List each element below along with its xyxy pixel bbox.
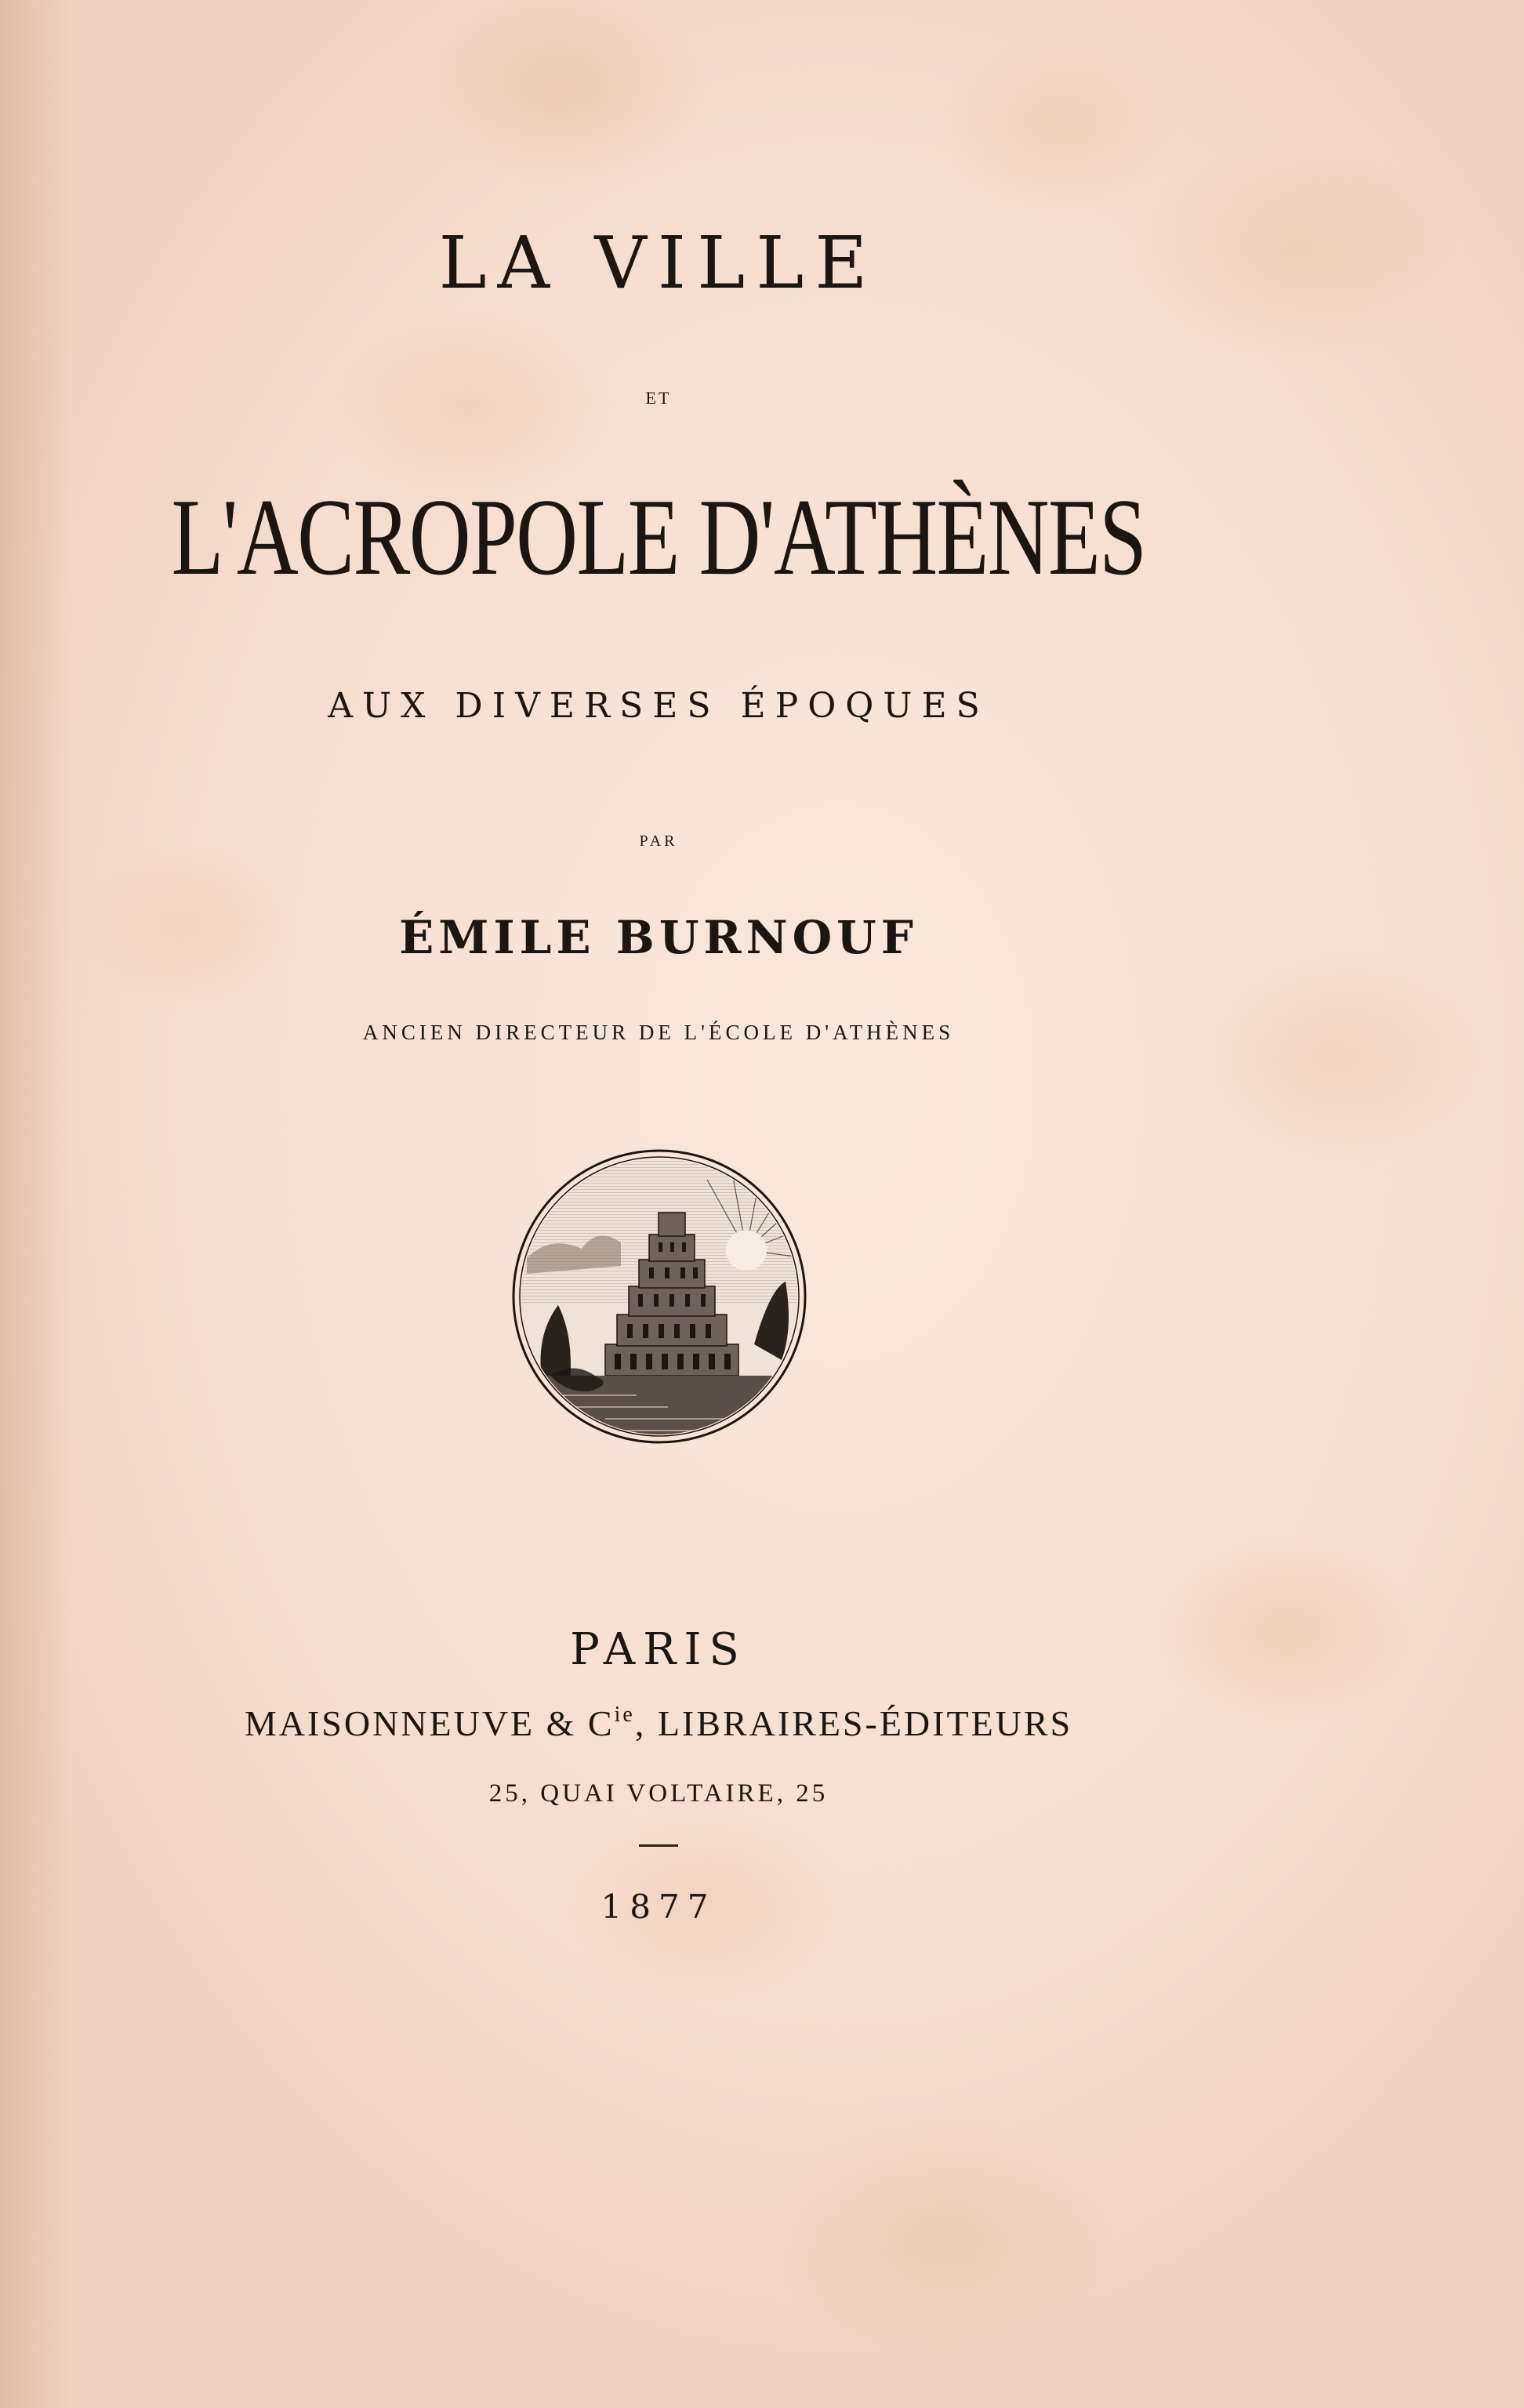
publisher-suffix: , LIBRAIRES-ÉDITEURS — [634, 1703, 1073, 1743]
publication-city: PARIS — [570, 1624, 747, 1675]
author-role: ANCIEN DIRECTEUR DE L'ÉCOLE D'ATHÈNES — [362, 1021, 955, 1044]
publisher-address: 25, QUAI VOLTAIRE, 25 — [488, 1779, 829, 1808]
title-line-la-ville: LA VILLE — [438, 221, 879, 305]
tower-of-babel-engraving-icon — [511, 1148, 807, 1445]
subtitle: AUX DIVERSES ÉPOQUES — [328, 686, 989, 726]
author-name: ÉMILE BURNOUF — [399, 911, 918, 964]
divider-rule — [639, 1844, 678, 1847]
title-conjunction: ET — [645, 388, 672, 408]
publisher-superscript: ie — [614, 1703, 635, 1727]
publisher-name: MAISONNEUVE & C — [244, 1703, 615, 1743]
publication-year: 1877 — [601, 1888, 717, 1926]
title-line-acropole: L'ACROPOLE D'ATHÈNES — [171, 477, 1146, 598]
publisher — [0, 1703, 1317, 1744]
by-label: PAR — [639, 832, 678, 850]
page-gutter-shadow — [0, 0, 71, 2408]
